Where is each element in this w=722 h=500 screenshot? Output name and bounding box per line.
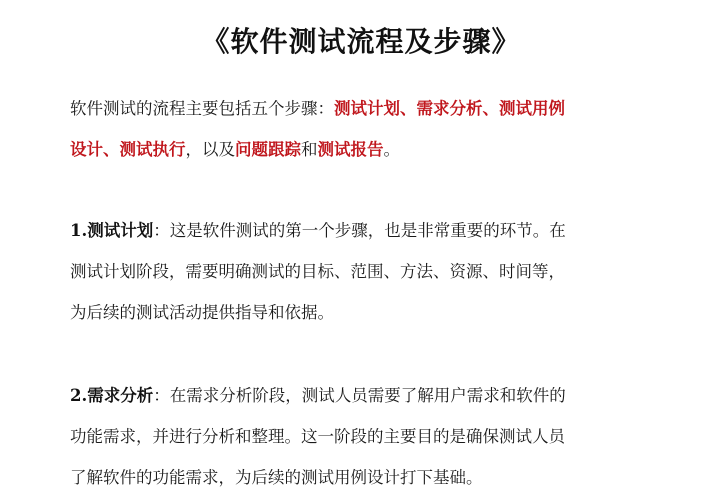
intro-highlight-report: 测试报告	[317, 140, 384, 159]
section-test-planning	[70, 210, 660, 333]
intro-highlight-design-exec: 设计、测试执行	[70, 140, 186, 159]
section2-line-2: 功能需求，并进行分析和整理。这一阶段的主要目的是确保测试人员	[70, 427, 565, 446]
section2-line-3: 了解软件的功能需求，为后续的测试用例设计打下基础。	[70, 468, 483, 487]
section1-text: ：这是软件测试的第一个步骤，也是非常重要的环节。在	[153, 221, 566, 240]
intro-text-mid: ，以及	[185, 140, 235, 159]
section-requirement-analysis	[70, 375, 660, 498]
intro-text: 软件测试的流程主要包括五个步骤：	[70, 99, 334, 118]
intro-text-end: 。	[383, 140, 400, 159]
section1-line-3: 为后续的测试活动提供指导和依据。	[70, 303, 334, 322]
intro-highlight-steps: 测试计划、需求分析、测试用例	[334, 99, 565, 118]
intro-line-2	[70, 129, 660, 170]
section2-line-1	[70, 375, 660, 416]
section1-line-1	[70, 210, 660, 251]
intro-paragraph	[70, 88, 660, 170]
section1-line-2: 测试计划阶段，需要明确测试的目标、范围、方法、资源、时间等，	[70, 262, 565, 281]
document-title: 《软件测试流程及步骤》	[201, 25, 521, 58]
section1-heading: 1.测试计划	[70, 221, 154, 240]
intro-line-1	[70, 88, 660, 129]
intro-text-and: 和	[301, 140, 318, 159]
intro-highlight-tracking: 问题跟踪	[235, 140, 301, 159]
section2-text: ：在需求分析阶段，测试人员需要了解用户需求和软件的	[153, 386, 566, 405]
section2-heading: 2.需求分析	[70, 386, 154, 405]
